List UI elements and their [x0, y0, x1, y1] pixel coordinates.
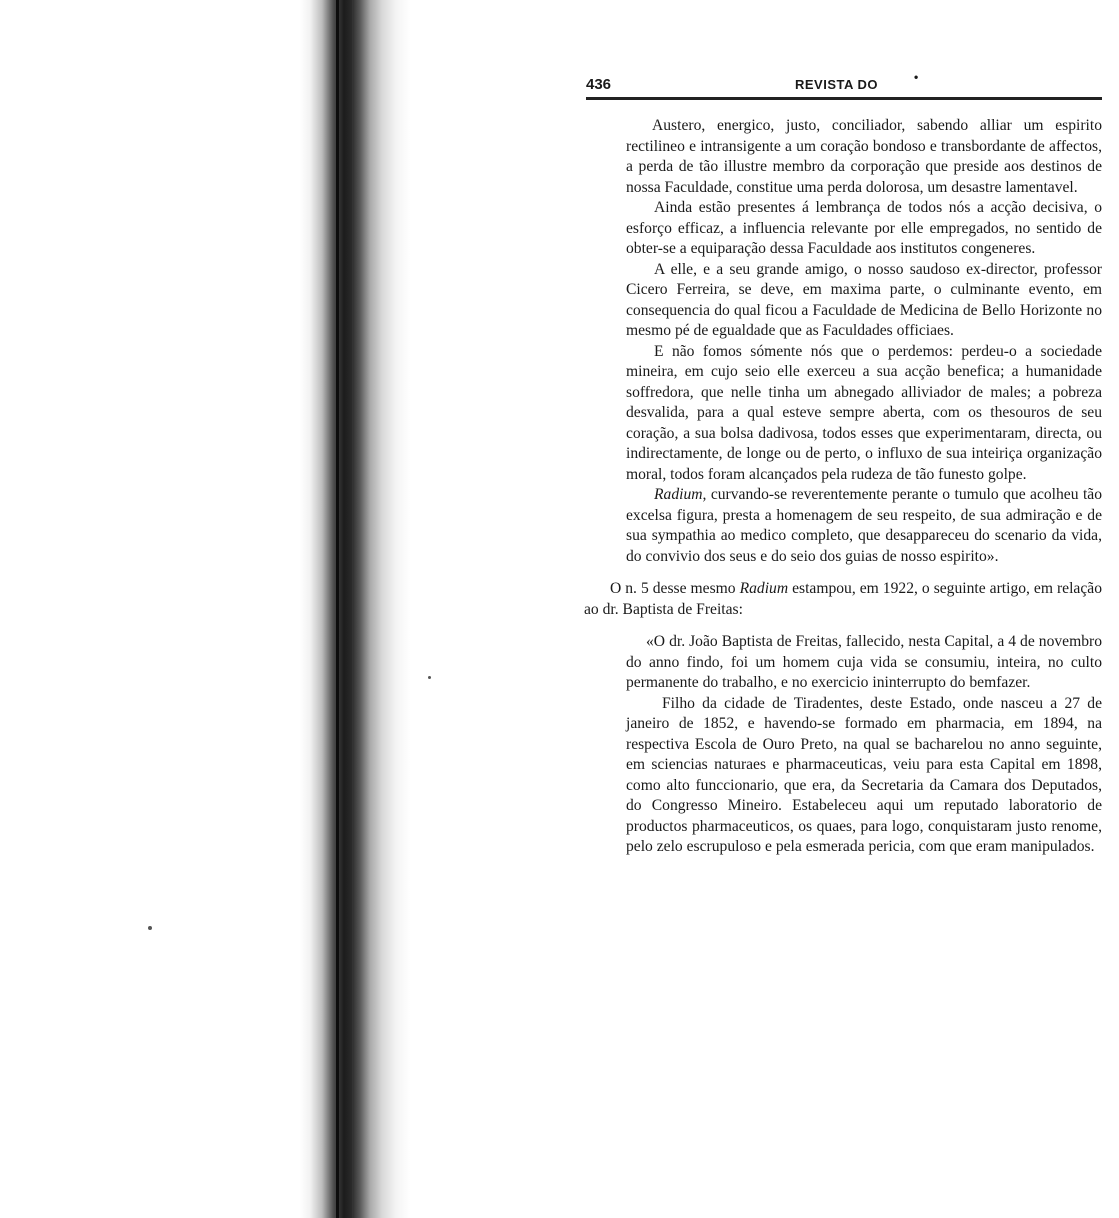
paragraph-intro [584, 579, 1102, 620]
book-gutter-shadow [300, 0, 410, 1218]
page-speck [428, 676, 431, 679]
paragraph: «O dr. João Baptista de Freitas, fallecido, nesta Capital, a 4 de novembro do anno findo, foi um homem cuja vida se consumiu, inteira, no culto permanente do trabalho, e no exercicio ininterrupto do bemfazer. [626, 633, 1102, 691]
header-rule [586, 97, 1102, 100]
running-title: REVISTA DO [795, 77, 879, 92]
paragraph: A elle, e a seu grande amigo, o nosso saudoso ex-director, professor Cicero Ferreira, se deve, em maxima parte, o culminante evento, em consequencia do qual ficou a Faculdade de Medicina de Bello Horizonte no mesmo pé de egualdade que as Faculdades officiaes. [626, 260, 1102, 339]
journal-name: Radium, [654, 486, 707, 503]
page-number: 436 [586, 76, 612, 93]
paragraph: Filho da cidade de Tiradentes, deste Estado, onde nasceu a 27 de janeiro de 1852, e havendo-se formado em pharmacia, em 1894, na respectiva Escola de Ouro Preto, na qual se bacharelou no anno seguinte, em sciencias naturaes e pharmaceuticas, veiu para esta Capital em 1898, como alto funccionario, que era, da Secretaria da Camara dos Deputados, do Congresso Mineiro. Estabeleceu aqui um reputado laboratorio de productos pharmaceuticos, os quaes, para logo, conquistaram justo renome, pelo zelo escrupuloso e pela esmerada pericia, com que eram manipulados. [626, 694, 1102, 855]
paragraph: Austero, energico, justo, conciliador, sabendo alliar um espirito rectilineo e intransigente a um coração bondoso e transbordante de affectos, a perda de tão illustre membro da corporação que preside aos destinos de nossa Faculdade, constitue uma perda dolorosa, um desastre lamentavel. [626, 117, 1102, 196]
paragraph-text: curvando-se reverentemente perante o tumulo que acolheu tão excelsa figura, presta a homenagem de seu respeito, de sua admiração e de sua sympathia ao medico completo, que desappareceu do scenario da vida, do convivio dos seus e do seio dos guias de nosso espirito». [626, 486, 1102, 565]
page-speck [148, 926, 152, 930]
paragraph: E não fomos sómente nós que o perdemos: perdeu-o a sociedade mineira, em cujo seio elle exerceu a sua acção benefica; a humanidade soffredora, que nelle tinha um abnegado alliviador de males; a pobreza desvalida, para a qual esteve sempre aberta, com os thesouros de seu coração, a sua bolsa dadivosa, todos esses que experimentaram, directa, ou indirectamente, de longe ou de perto, o influxo de sua inteiriça organização moral, todos foram alcançados pela rudeza de tão funesto golpe. [626, 342, 1102, 483]
quoted-article-baptista [584, 632, 1102, 858]
page-body [584, 116, 1102, 858]
paragraph-text: O n. 5 desse mesmo [610, 580, 740, 597]
journal-name: Radium [739, 580, 789, 597]
paragraph [626, 485, 1102, 567]
page-header [586, 70, 1102, 98]
quoted-obituary-radium [584, 116, 1102, 567]
paragraph: Ainda estão presentes á lembrança de todos nós a acção decisiva, o esforço efficaz, a influencia relevante por elle empregados, no sentido de obter-se a equiparação dessa Faculdade aos institutos congeneres. [626, 199, 1102, 257]
paragraph-text: estampou, em 1922, o seguinte artigo, em relação ao dr. Baptista de Freitas: [584, 580, 1102, 618]
gutter-streak [336, 0, 339, 1218]
header-mark: • [914, 70, 919, 84]
gutter-streak [352, 0, 354, 1218]
